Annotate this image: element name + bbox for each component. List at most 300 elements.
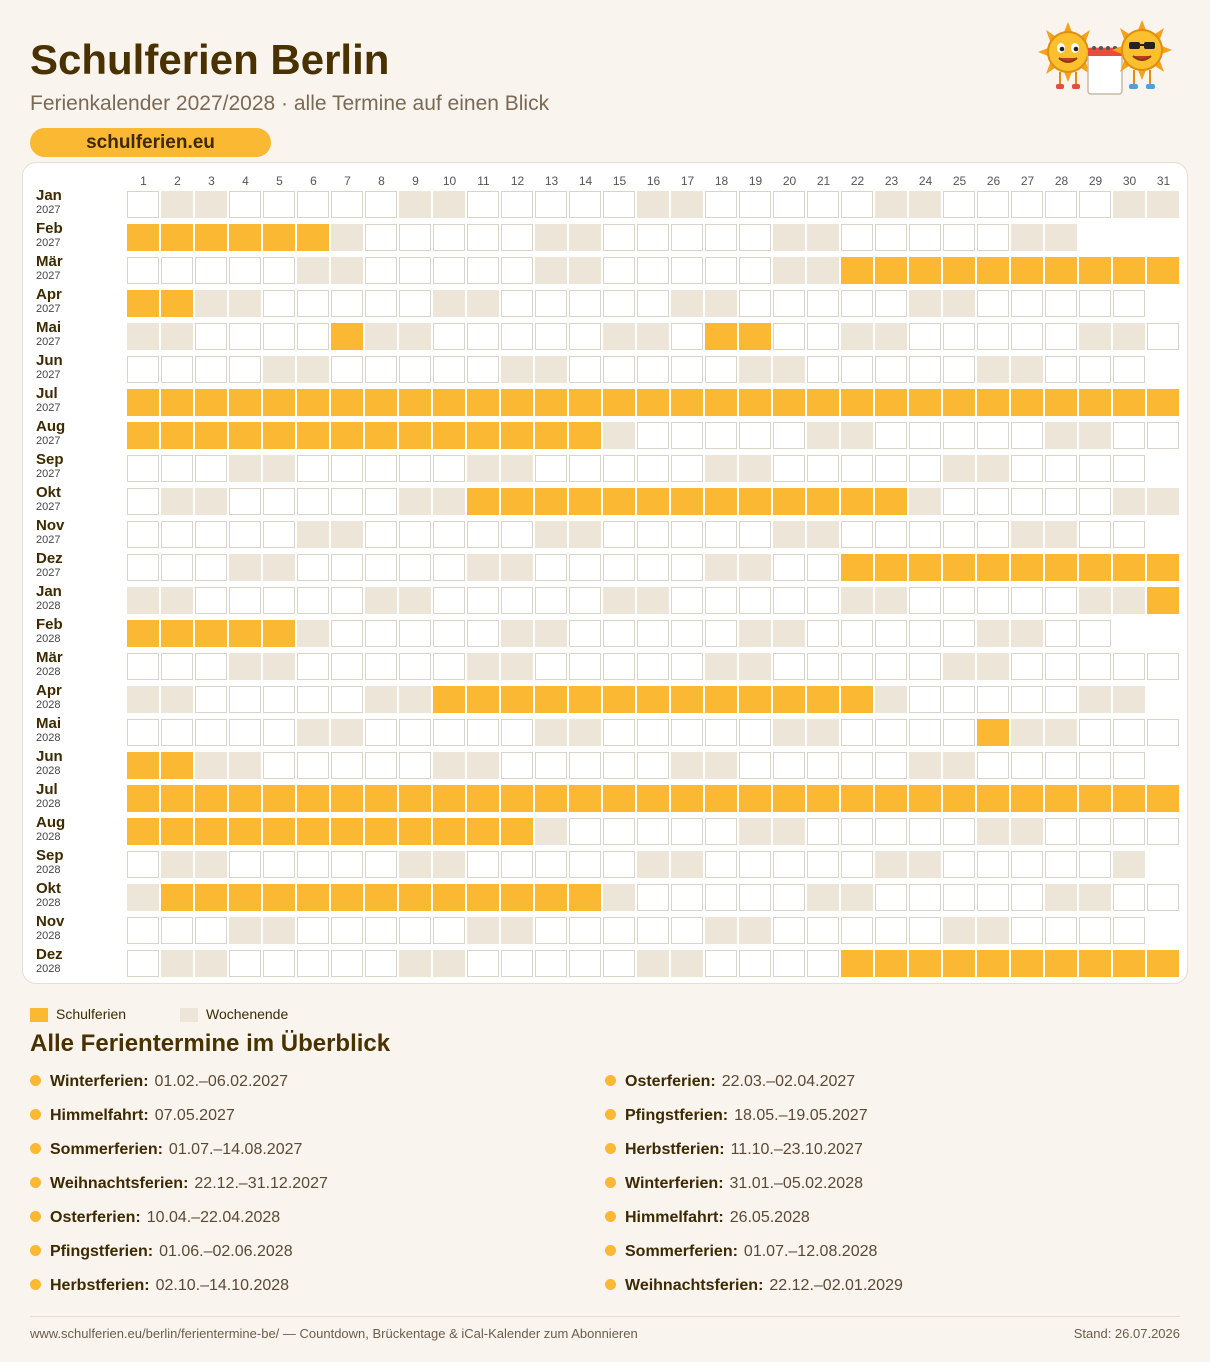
day-header: 29 [1088,174,1103,188]
month-name: Jan [36,187,62,204]
day-cell [433,191,465,218]
day-cell [637,950,669,977]
day-cell [1011,224,1043,251]
day-cell [671,488,703,515]
day-cell [229,455,261,482]
day-cell [1079,686,1111,713]
day-cell [161,719,193,746]
day-cell [603,488,635,515]
day-cell [127,257,159,284]
day-cell [875,224,907,251]
day-cell [603,851,635,878]
day-cell [229,686,261,713]
day-cell [569,950,601,977]
day-cell [195,191,227,218]
day-cell [943,620,975,647]
day-cell [637,884,669,911]
day-cell [637,752,669,779]
day-cell [1011,257,1043,284]
day-cell [705,323,737,350]
day-cell [297,455,329,482]
day-cell [841,323,873,350]
day-cell [909,290,941,317]
bullet-dot-icon [605,1245,616,1256]
day-cell [943,818,975,845]
day-cell [739,224,771,251]
day-cell [909,323,941,350]
day-cell [127,884,159,911]
day-cell [603,653,635,680]
day-cell [569,653,601,680]
day-cell [603,752,635,779]
day-cell [875,422,907,449]
day-cell [229,356,261,383]
day-cell [671,224,703,251]
day-cell [501,389,533,416]
day-cell [977,191,1009,218]
day-cell [1011,356,1043,383]
day-cell [909,389,941,416]
day-cell [671,290,703,317]
day-cell [977,224,1009,251]
day-cell [399,587,431,614]
day-cell [331,356,363,383]
day-cell [671,422,703,449]
day-cell [807,422,839,449]
day-cell [501,950,533,977]
day-cell [399,554,431,581]
day-cell [773,818,805,845]
month-year: 2028 [36,633,61,645]
day-cell [807,191,839,218]
day-cell [535,257,567,284]
bullet-dot-icon [605,1075,616,1086]
day-cell [1147,323,1179,350]
day-cell [229,488,261,515]
month-label [36,518,116,546]
day-cell [161,191,193,218]
day-cell [263,356,295,383]
day-cell [807,884,839,911]
day-cell [773,719,805,746]
overview-title: Alle Ferientermine im Überblick [30,1030,391,1057]
day-cell [977,356,1009,383]
day-cell [807,554,839,581]
day-header: 28 [1054,174,1069,188]
day-cell [1045,323,1077,350]
day-cell [263,719,295,746]
day-cell [943,422,975,449]
day-cell [399,917,431,944]
day-cell [569,455,601,482]
day-cell [943,719,975,746]
day-cell [195,620,227,647]
day-cell [705,554,737,581]
day-cell [841,356,873,383]
month-year: 2027 [36,336,61,348]
day-header: 30 [1122,174,1137,188]
day-cell [399,752,431,779]
month-year: 2028 [36,864,61,876]
day-cell [875,884,907,911]
day-cell [943,917,975,944]
day-cell [433,455,465,482]
day-cell [977,521,1009,548]
calendar-icon [1088,46,1122,94]
day-cell [875,818,907,845]
day-cell [331,917,363,944]
day-cell [1079,521,1111,548]
day-cell [1045,752,1077,779]
day-cell [467,620,499,647]
day-cell [467,917,499,944]
day-cell [467,323,499,350]
day-cell [229,851,261,878]
month-year: 2027 [36,204,61,216]
day-cell [331,224,363,251]
bullet-dot-icon [30,1075,41,1086]
holiday-name: Winterferien: [625,1175,724,1192]
day-cell [705,884,737,911]
day-cell [977,950,1009,977]
day-cell [1045,785,1077,812]
holiday-entry [605,1141,863,1159]
month-name: Mär [36,253,63,270]
day-cell [1079,290,1111,317]
day-header: 17 [680,174,695,188]
day-cell [1079,917,1111,944]
day-cell [875,620,907,647]
day-cell [433,686,465,713]
month-label [36,815,116,843]
day-cell [501,686,533,713]
month-year: 2028 [36,897,61,909]
month-name: Feb [36,220,63,237]
day-cell [535,191,567,218]
holiday-dates: 22.03.–02.04.2027 [721,1073,856,1090]
day-cell [331,587,363,614]
day-cell [263,290,295,317]
day-cell [229,224,261,251]
day-cell [1079,422,1111,449]
day-cell [535,686,567,713]
day-cell [1045,455,1077,482]
day-cell [297,422,329,449]
day-cell [467,224,499,251]
day-cell [433,323,465,350]
day-cell [467,752,499,779]
holiday-name: Sommerferien: [50,1141,163,1158]
month-year: 2027 [36,402,61,414]
day-cell [807,785,839,812]
day-cell [161,785,193,812]
day-cell [263,554,295,581]
day-cell [1113,950,1145,977]
day-cell [467,686,499,713]
day-cell [1079,884,1111,911]
day-cell [331,521,363,548]
day-cell [569,224,601,251]
day-cell [569,422,601,449]
month-name: Aug [36,418,66,435]
day-cell [977,818,1009,845]
day-cell [739,917,771,944]
day-cell [467,884,499,911]
day-cell [1011,191,1043,218]
day-cell [569,290,601,317]
day-cell [875,950,907,977]
holiday-dates: 01.07.–14.08.2027 [168,1141,303,1158]
day-cell [807,917,839,944]
day-header: 25 [952,174,967,188]
holiday-name: Herbstferien: [625,1141,725,1158]
day-cell [773,587,805,614]
holiday-dates: 07.05.2027 [154,1107,235,1124]
day-cell [569,521,601,548]
day-cell [603,587,635,614]
day-cell [977,389,1009,416]
day-cell [739,191,771,218]
day-cell [263,917,295,944]
day-cell [127,488,159,515]
day-cell [263,422,295,449]
day-cell [535,422,567,449]
day-cell [603,521,635,548]
day-cell [1113,488,1145,515]
day-cell [1113,422,1145,449]
day-cell [773,488,805,515]
day-cell [1113,257,1145,284]
holiday-dates: 22.12.–02.01.2029 [769,1277,903,1294]
day-cell [433,818,465,845]
holiday-dates: 01.06.–02.06.2028 [159,1243,293,1260]
day-cell [909,752,941,779]
day-cell [1011,455,1043,482]
day-cell [501,818,533,845]
day-cell [229,389,261,416]
day-cell [399,488,431,515]
month-name: Aug [36,814,66,831]
day-cell [1011,818,1043,845]
month-name: Jul [36,385,58,402]
legend-holiday-label: Schulferien [56,1006,127,1022]
day-cell [467,851,499,878]
month-label [36,716,116,744]
day-cell [943,653,975,680]
day-cell [1011,653,1043,680]
day-cell [637,290,669,317]
day-cell [1011,917,1043,944]
day-cell [297,686,329,713]
day-cell [807,455,839,482]
month-year: 2027 [36,468,61,480]
day-cell [399,851,431,878]
day-cell [943,323,975,350]
day-cell [195,818,227,845]
day-cell [1011,950,1043,977]
day-cell [603,554,635,581]
day-cell [569,356,601,383]
day-cell [773,884,805,911]
day-cell [127,455,159,482]
day-cell [501,257,533,284]
day-cell [841,719,873,746]
bullet-dot-icon [30,1109,41,1120]
day-cell [467,554,499,581]
day-cell [1045,884,1077,911]
day-cell [1147,653,1179,680]
day-cell [501,851,533,878]
day-cell [399,290,431,317]
month-year: 2028 [36,831,61,843]
day-cell [807,752,839,779]
month-label [36,386,116,414]
day-cell [569,389,601,416]
day-cell [195,587,227,614]
day-cell [399,950,431,977]
day-cell [297,917,329,944]
day-cell [739,455,771,482]
day-cell [263,785,295,812]
day-cell [433,224,465,251]
day-cell [263,752,295,779]
month-label [36,419,116,447]
day-cell [1113,653,1145,680]
day-cell [297,752,329,779]
day-cell [399,389,431,416]
day-cell [161,818,193,845]
day-cell [263,620,295,647]
month-name: Mär [36,649,63,666]
day-cell [671,884,703,911]
day-cell [1011,521,1043,548]
day-cell [229,917,261,944]
day-cell [195,950,227,977]
day-cell [433,257,465,284]
day-cell [229,884,261,911]
day-cell [297,488,329,515]
day-cell [161,455,193,482]
day-cell [365,191,397,218]
month-year: 2028 [36,600,61,612]
day-cell [467,191,499,218]
day-cell [365,587,397,614]
day-cell [637,422,669,449]
day-header: 22 [850,174,865,188]
holiday-entry [605,1175,863,1193]
day-cell [263,191,295,218]
day-header: 31 [1156,174,1171,188]
day-cell [1079,257,1111,284]
month-year: 2027 [36,435,61,447]
day-cell [739,950,771,977]
day-cell [1079,653,1111,680]
month-label [36,914,116,942]
day-cell [467,257,499,284]
footer-link[interactable]: www.schulferien.eu/berlin/ferientermine-be/ — Countdown, Brückentage & iCal-Kalender zum Abonnieren [30,1326,638,1341]
day-cell [161,521,193,548]
brand-pill[interactable]: schulferien.eu [30,128,271,157]
day-cell [535,587,567,614]
day-cell [297,587,329,614]
day-cell [943,785,975,812]
day-cell [433,290,465,317]
day-cell [1079,785,1111,812]
day-cell [875,323,907,350]
day-cell [943,851,975,878]
day-cell [637,356,669,383]
holiday-entry [30,1209,280,1227]
day-cell [297,785,329,812]
day-cell [705,653,737,680]
day-cell [841,422,873,449]
day-cell [705,917,737,944]
day-cell [569,752,601,779]
day-cell [297,191,329,218]
day-cell [297,950,329,977]
day-cell [263,455,295,482]
day-cell [1079,455,1111,482]
day-cell [909,686,941,713]
month-label [36,287,116,315]
day-cell [637,554,669,581]
holiday-dates: 31.01.–05.02.2028 [729,1175,863,1192]
day-cell [1011,719,1043,746]
day-cell [501,785,533,812]
day-cell [841,224,873,251]
day-cell [535,752,567,779]
day-cell [1113,455,1145,482]
day-cell [467,587,499,614]
day-cell [739,488,771,515]
holiday-dates: 26.05.2028 [729,1209,810,1226]
day-cell [501,455,533,482]
month-year: 2028 [36,930,61,942]
month-name: Jan [36,583,62,600]
day-cell [569,818,601,845]
day-cell [229,323,261,350]
day-cell [875,521,907,548]
month-year: 2027 [36,567,61,579]
day-cell [943,884,975,911]
day-cell [331,851,363,878]
holiday-dates: 18.05.–19.05.2027 [734,1107,868,1124]
holiday-dates: 22.12.–31.12.2027 [194,1175,328,1192]
day-cell [195,224,227,251]
day-cell [1147,389,1179,416]
month-label [36,947,116,975]
month-label [36,782,116,810]
day-cell [841,521,873,548]
day-cell [365,455,397,482]
day-cell [875,719,907,746]
day-cell [127,521,159,548]
day-cell [127,290,159,317]
day-cell [569,686,601,713]
day-cell [637,686,669,713]
day-cell [603,620,635,647]
day-cell [671,686,703,713]
day-cell [807,686,839,713]
day-cell [263,851,295,878]
day-cell [705,257,737,284]
day-cell [535,356,567,383]
day-cell [603,224,635,251]
day-cell [229,653,261,680]
day-cell [739,851,771,878]
day-cell [195,521,227,548]
day-header: 12 [510,174,525,188]
